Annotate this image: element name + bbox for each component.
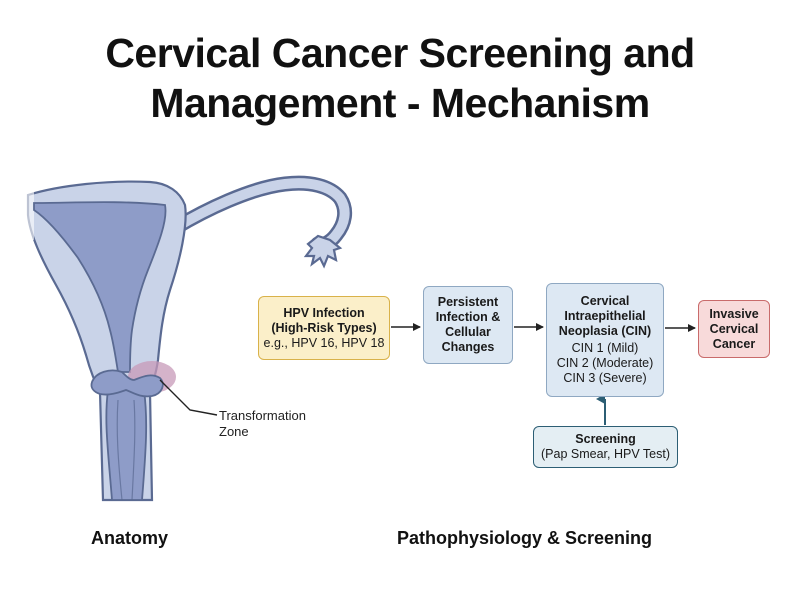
cin-grade-2: CIN 2 (Moderate) bbox=[556, 356, 654, 370]
screening-box bbox=[533, 426, 678, 468]
title-line-1: Cervical Cancer Screening and bbox=[105, 30, 695, 76]
screening-title: Screening bbox=[575, 432, 636, 446]
persistent-infection-box bbox=[423, 286, 513, 364]
persistent-line-2: Infection & bbox=[435, 310, 501, 324]
cin-grade-3: CIN 3 (Severe) bbox=[563, 371, 647, 385]
title-line-2: Management - Mechanism bbox=[150, 80, 650, 126]
cin-title-3: Neoplasia (CIN) bbox=[558, 324, 652, 338]
persistent-line-1: Persistent bbox=[437, 295, 499, 309]
persistent-line-3: Cellular bbox=[445, 325, 491, 339]
invasive-line-2: Cervical bbox=[709, 321, 759, 336]
invasive-line-1: Invasive bbox=[709, 306, 759, 321]
tz-label-line-1: Transformation bbox=[219, 408, 306, 423]
page-title bbox=[0, 28, 800, 128]
transformation-zone-label bbox=[219, 408, 306, 440]
cin-grade-1: CIN 1 (Mild) bbox=[571, 341, 639, 355]
hpv-title-1: HPV Infection bbox=[283, 305, 365, 320]
persistent-line-4: Changes bbox=[441, 340, 495, 354]
tz-label-line-2: Zone bbox=[219, 424, 249, 439]
cin-title-2: Intraepithelial bbox=[564, 309, 646, 323]
invasive-cancer-box bbox=[698, 300, 770, 358]
screening-detail: (Pap Smear, HPV Test) bbox=[541, 447, 670, 461]
cervical-canal bbox=[106, 390, 146, 500]
section-label-anatomy: Anatomy bbox=[91, 528, 169, 548]
cin-grades bbox=[557, 341, 654, 386]
hpv-infection-box bbox=[258, 296, 390, 360]
hpv-title-2: (High-Risk Types) bbox=[271, 320, 377, 335]
cin-box bbox=[546, 283, 664, 397]
section-label-pathophysiology: Pathophysiology & Screening bbox=[397, 528, 653, 548]
hpv-detail: e.g., HPV 16, HPV 18 bbox=[263, 335, 385, 350]
invasive-line-3: Cancer bbox=[712, 336, 756, 351]
cin-title-1: Cervical bbox=[580, 294, 630, 308]
